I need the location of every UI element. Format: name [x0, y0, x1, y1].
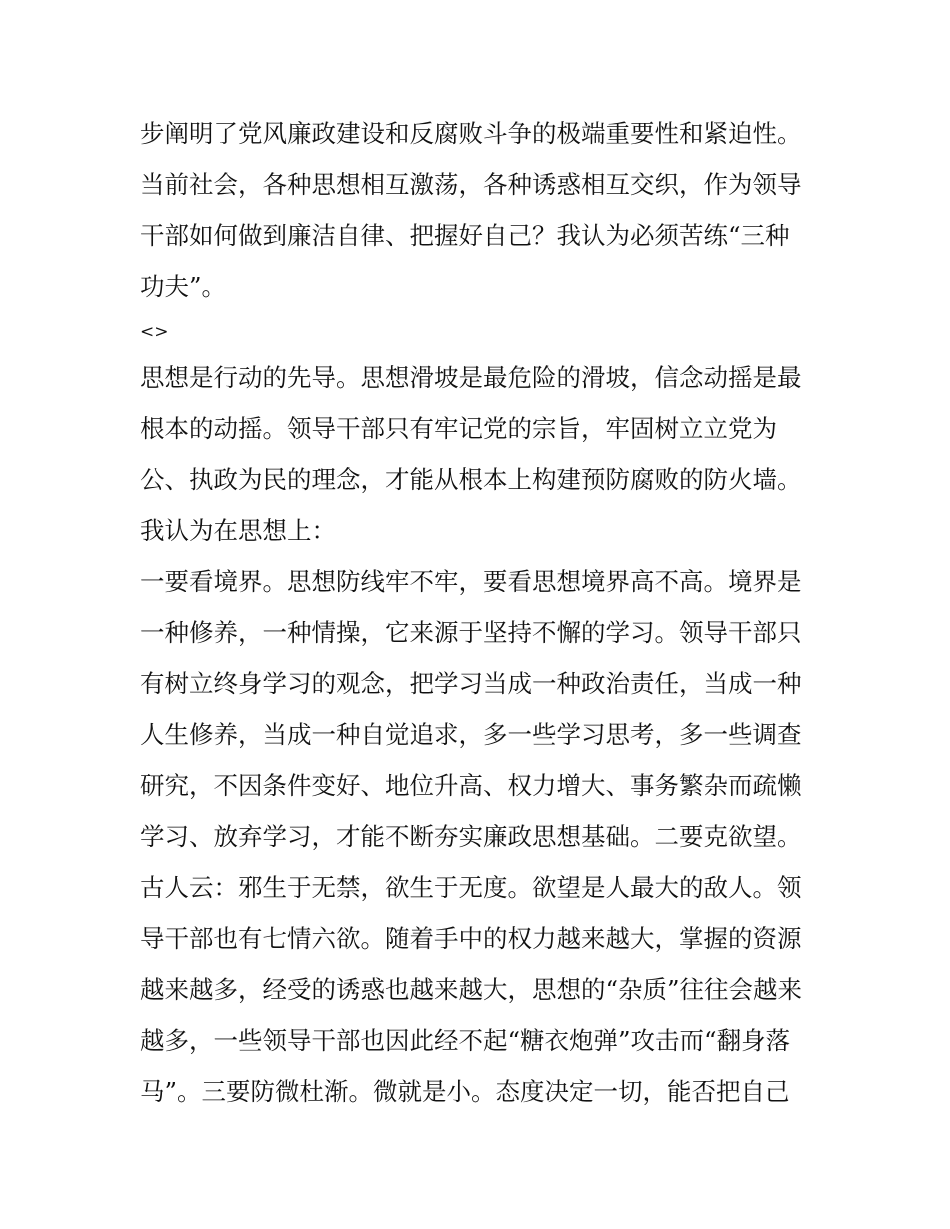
section-marker: <> — [140, 322, 169, 342]
text-line: 根本的动摇。领导干部只有牢记党的宗旨，牢固树立立党为 — [140, 414, 777, 443]
text-line: 越来越多，经受的诱惑也越来越大，思想的“杂质”往往会越来 — [140, 975, 803, 1004]
document-body — [140, 108, 820, 1117]
text-line: 研究，不因条件变好、地位升高、权力增大、事务繁杂而疏懒 — [140, 771, 802, 800]
text-line: 人生修养，当成一种自觉追求，多一些学习思考，多一些调查 — [140, 720, 802, 749]
text-line: 一种修养，一种情操，它来源于坚持不懈的学习。领导干部只 — [140, 618, 802, 647]
text-line: 越多，一些领导干部也因此经不起“糖衣炮弹”攻击而“翻身落 — [140, 1026, 791, 1055]
text-line: 一要看境界。思想防线牢不牢，要看思想境界高不高。境界是 — [140, 567, 802, 596]
text-line: 思想是行动的先导。思想滑坡是最危险的滑坡，信念动摇是最 — [140, 363, 802, 392]
text-line: 公、执政为民的理念，才能从根本上构建预防腐败的防火墙。 — [140, 465, 802, 494]
text-line: 功夫”。 — [140, 272, 227, 301]
text-line: 古人云：邪生于无禁，欲生于无度。欲望是人最大的敌人。领 — [140, 873, 802, 902]
thought-paragraph — [140, 352, 820, 556]
text-line: 步阐明了党风廉政建设和反腐败斗争的极端重要性和紧迫性。 — [140, 119, 802, 148]
text-line: 我认为在思想上： — [140, 516, 336, 545]
text-line: 学习、放弃学习，才能不断夯实廉政思想基础。二要克欲望。 — [140, 822, 802, 851]
text-line: 导干部也有七情六欲。随着手中的权力越来越大，掌握的资源 — [140, 924, 802, 953]
intro-paragraph — [140, 108, 820, 312]
text-line: 有树立终身学习的观念，把学习当成一种政治责任，当成一种 — [140, 669, 802, 698]
text-line: 马”。三要防微杜渐。微就是小。态度决定一切，能否把自己 — [140, 1077, 790, 1106]
text-line: 当前社会，各种思想相互激荡，各种诱惑相互交织，作为领导 — [140, 170, 802, 199]
points-paragraph — [140, 556, 820, 1117]
text-line: 干部如何做到廉洁自律、把握好自己？我认为必须苦练“三种 — [140, 221, 790, 250]
